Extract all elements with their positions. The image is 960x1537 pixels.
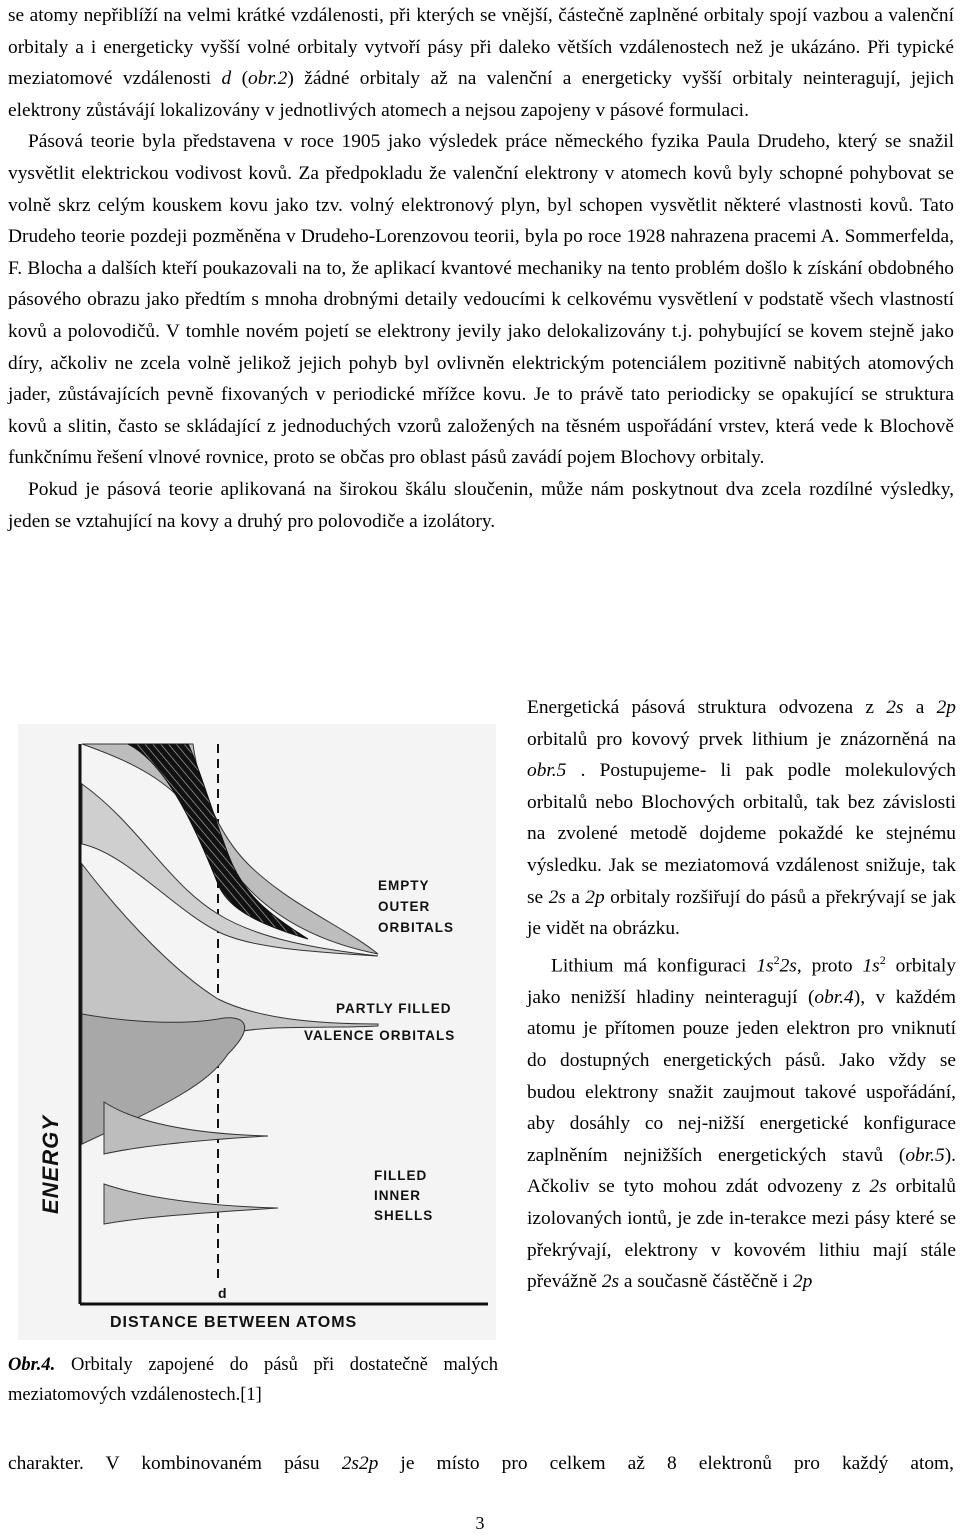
caption-label: Obr.4. [8, 1355, 56, 1375]
r2-sup2: 2 [879, 952, 886, 967]
r2-c: orbitaly jako nenižší hladiny neinteragují ( [527, 955, 956, 1008]
paragraph-3: Pokud je pásová teorie aplikovaná na širokou škálu sloučenin, může nám poskytnout dva zcela rozdílné výsledky, jeden se vztahující na kovy a druhý pro polovodiče a izolátory. [8, 478, 954, 532]
r2-conf3: 1s [862, 955, 880, 977]
paragraph-2: Pásová teorie byla představena v roce 1905 jako výsledek práce německého fyzika Paula Drudeho, který se snažil vysvětlit elektrickou vodivost kovů. Za předpokladu že valenční elektrony v atomech kovů byly schopné pohybovat se volně skrz celým kouskem kovu jako tzv. volný elektronový plyn, byl schopen vysvětlit některé vlastnosti kovů. Tato Drudeho teorie pozdeji pozměněna v Drudeho-Lorenzovou teorii, byla po roce 1928 nahrazena pracemi A. Sommerfelda, F. Blocha a dalších kteří poukazovali na to, že aplikací kvantové mechaniky na tento problém došlo k získání obdobného pásového obrazu jako předtím s mnoha drobnými detaily vedoucími k celkovému vysvětlení v podstatě všech vlastností kovů a polovodičů. V tomhle novém pojetí se elektrony jevily jako delokalizovány t.j. pohybující se kovem stejně jako díry, ačkoliv ne zcela volně jelikož jejich pohyb byl ovlivněn elektrickým potenciálem pozitivně nabitých atomových jader, zůstávajících pevně fixovaných v periodické mřížce kovu. Je to právě tato periodicky se opakující se struktura kovů a slitin, často se skládající z jednoduchých vzorů založených na těsném uspořádání vrstev, která vede k Blochově funkčnímu řešení vlnové rovnice, proto se občas pro oblast pásů zavádí pojem Blochovy orbitaly. [8, 131, 954, 469]
band-symbol: 2s2p [341, 1453, 379, 1474]
r1-a: Energetická pásová struktura odvozena z [527, 697, 887, 718]
r1-c: orbitalů pro kovový prvek lithium je znázorněná na [527, 728, 956, 750]
r1-e: a [565, 886, 586, 908]
paragraph-1 [8, 0, 954, 126]
r2-f: orbitalů izolovaných iontů, je zde in-terakce mezi pásy které se překrývají, elektrony v kovovém lithiu mají stále převážně [527, 1176, 956, 1293]
body-text-bottom [8, 1448, 954, 1480]
label-partly-2: VALENCE ORBITALS [304, 1028, 456, 1043]
y-axis-label: ENERGY [38, 1115, 63, 1214]
r1-b: a [903, 697, 937, 718]
r2-2p: 2p [792, 1271, 813, 1293]
r2-sup1: 2 [773, 952, 780, 967]
r1-2s: 2s [886, 697, 904, 718]
page-number: 3 [475, 1513, 485, 1533]
r2-g: a současně částěčně i [619, 1271, 793, 1293]
label-filled-1: FILLED [374, 1168, 428, 1183]
ref-open: ( [231, 68, 249, 90]
r2-a: Lithium má konfiguraci [551, 955, 757, 977]
figure-caption [8, 1350, 498, 1410]
r2-conf1: 1s [756, 955, 774, 977]
r1-f: orbitaly rozšiřují do pásů a překrývají se jak je vidět na obrázku. [527, 886, 956, 940]
r2-d: ), v každém atomu je přítomen pouze jeden elektron pro vniknutí do dostupných energetických pásů. Jako vždy se budou elektrony snažit zaujmout takové uspořádání, aby dosáhly co nej-nižší energetické konfigurace zaplněním nejnižších energetických stavů ( [527, 986, 956, 1166]
r2-e: ). Ačkoliv se tyto mohou zdát odvozeny z [527, 1144, 956, 1198]
r1-2p-b: 2p [585, 886, 605, 908]
band-diagram-svg [18, 724, 496, 1340]
r2-conf2: 2s [779, 955, 797, 977]
r1-2s-b: 2s [548, 886, 566, 908]
label-empty-1: EMPTY [378, 878, 430, 893]
right-column-text [527, 692, 956, 1298]
x-axis-label: DISTANCE BETWEEN ATOMS [110, 1314, 358, 1331]
paragraph-1-text: se atomy nepřiblíží na velmi krátké vzdálenosti, při kterých se vnější, částečně zaplněné orbitaly spojí vazbou a valenční orbitaly a i energeticky vyšší volné orbitaly vytvoří pásy při daleko větších vzdálenostech než je ukázáno. Při typické meziatomové vzdálenosti [8, 5, 954, 90]
label-filled-2: INNER [374, 1188, 422, 1203]
label-filled-3: SHELLS [374, 1208, 434, 1223]
figure-ref-link[interactable]: obr.2 [248, 68, 288, 90]
d-label: d [218, 1285, 228, 1301]
last-line-b: je místo pro celkem až 8 elektronů pro každý atom, [378, 1453, 954, 1474]
body-text-top [8, 0, 954, 537]
paragraph-1-rest: ) žádné orbitaly až na valenční a energeticky vyšší orbitaly neinteragují, jejich elektrony zůstávájí lokalizovány v jednotlivých atomech a nejsou zapojeny v pásové formulaci. [8, 68, 954, 121]
distance-symbol: d [221, 68, 232, 90]
r2-2s-b: 2s [601, 1271, 620, 1293]
right-paragraph-1 [527, 692, 956, 945]
label-empty-2: OUTER [378, 899, 431, 914]
label-partly-1: PARTLY FILLED [336, 1001, 452, 1016]
r1-2p: 2p [936, 697, 956, 718]
r2-b: , proto [796, 955, 863, 977]
figure-ref-link[interactable]: obr.4 [814, 986, 854, 1008]
last-line-a: charakter. V kombinovaném pásu [8, 1453, 342, 1474]
figure-ref-link[interactable]: obr.5 [905, 1144, 945, 1166]
r2-2s: 2s [869, 1176, 887, 1198]
band-diagram-figure [18, 724, 496, 1340]
caption-text: Orbitaly zapojené do pásů při dostatečně malých meziatomových vzdálenostech.[1] [8, 1355, 498, 1405]
r1-d: . Postupujeme- li pak podle molekulových orbitalů nebo Blochových orbitalů, tak bez závislosti na zvolené metodě dojdeme pokaždé ke stejnému výsledku. Jak se meziatomová vzdálenost snižuje, tak se [527, 760, 956, 908]
figure-ref-link[interactable]: obr.5 [527, 760, 567, 782]
label-empty-3: ORBITALS [378, 920, 454, 935]
right-paragraph-2 [527, 945, 956, 1298]
